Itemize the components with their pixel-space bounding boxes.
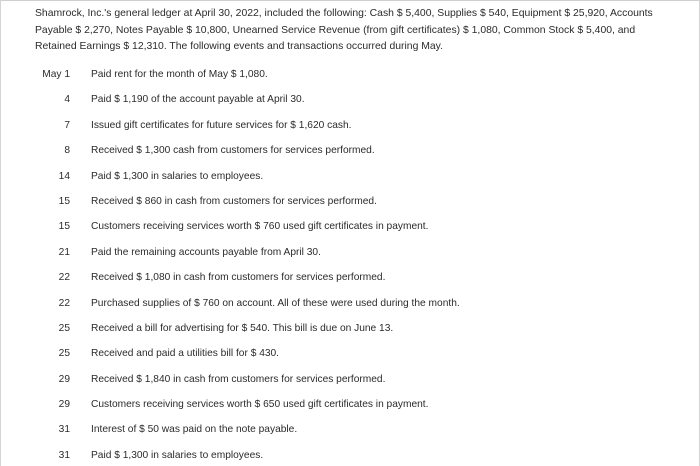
transaction-date: 29 xyxy=(58,373,70,385)
transaction-description: Received $ 1,840 in cash from customers for services performed. xyxy=(91,373,386,385)
transaction-row xyxy=(0,420,700,445)
transaction-row xyxy=(0,344,700,369)
transaction-description: Purchased supplies of $ 760 on account. All of these were used during the month. xyxy=(91,297,460,309)
transaction-description: Paid the remaining accounts payable from April 30. xyxy=(91,246,321,258)
transaction-description: Paid $ 1,190 of the account payable at April 30. xyxy=(91,94,305,106)
transaction-date: 4 xyxy=(64,94,70,106)
problem-intro: Shamrock, Inc.'s general ledger at April 30, 2022, included the following: Cash $ 5,400, Supplies $ 540, Equipment $ 25,920, Accounts Payable $ 2,270, Notes Payable $ 10,800, Unearned Service Revenue (from gift certificates) $ 1,080, Common Stock $ 5,400, and Retained Earnings $ 12,310. The following events and transactions occurred during May. xyxy=(35,8,653,52)
transaction-date: 15 xyxy=(58,195,70,207)
transaction-description: Received $ 860 in cash from customers for services performed. xyxy=(91,195,377,207)
transaction-row xyxy=(0,167,700,192)
transaction-date: 29 xyxy=(58,399,70,411)
transaction-row xyxy=(0,268,700,293)
transaction-description: Received a bill for advertising for $ 540. This bill is due on June 13. xyxy=(91,322,394,334)
transaction-description: Paid $ 1,300 in salaries to employees. xyxy=(91,170,264,182)
transaction-row xyxy=(0,141,700,166)
transaction-row xyxy=(0,319,700,344)
transaction-list xyxy=(0,65,700,466)
transaction-date: 22 xyxy=(58,297,70,309)
transaction-date: 14 xyxy=(58,170,70,182)
transaction-row xyxy=(0,395,700,420)
transaction-date: 22 xyxy=(58,272,70,284)
transaction-row xyxy=(0,370,700,395)
transaction-description: Customers receiving services worth $ 650 used gift certificates in payment. xyxy=(91,399,429,411)
transaction-date: 8 xyxy=(64,145,70,157)
transaction-date: 31 xyxy=(58,424,70,436)
transaction-row xyxy=(0,116,700,141)
transaction-date: 15 xyxy=(58,221,70,233)
transaction-description: Paid rent for the month of May $ 1,080. xyxy=(91,69,268,80)
transaction-row xyxy=(0,243,700,268)
transaction-date: May 1 xyxy=(42,69,70,80)
transaction-description: Issued gift certificates for future services for $ 1,620 cash. xyxy=(91,119,352,131)
transaction-row xyxy=(0,192,700,217)
transaction-description: Received and paid a utilities bill for $ 430. xyxy=(91,348,280,360)
transaction-description: Paid $ 1,300 in salaries to employees. xyxy=(91,449,264,461)
transaction-row xyxy=(0,294,700,319)
transaction-date: 7 xyxy=(64,119,70,131)
transaction-row xyxy=(0,217,700,242)
transaction-description: Customers receiving services worth $ 760 used gift certificates in payment. xyxy=(91,221,429,233)
transaction-date: 21 xyxy=(58,246,70,258)
transaction-row xyxy=(0,446,700,466)
transaction-date: 31 xyxy=(58,449,70,461)
top-divider xyxy=(0,0,700,1)
transaction-description: Received $ 1,300 cash from customers for services performed. xyxy=(91,145,375,157)
transaction-date: 25 xyxy=(58,322,70,334)
transaction-date: 25 xyxy=(58,348,70,360)
transaction-description: Interest of $ 50 was paid on the note payable. xyxy=(91,424,298,436)
transaction-row xyxy=(0,90,700,115)
transaction-description: Received $ 1,080 in cash from customers for services performed. xyxy=(91,272,386,284)
transaction-row xyxy=(0,65,700,90)
